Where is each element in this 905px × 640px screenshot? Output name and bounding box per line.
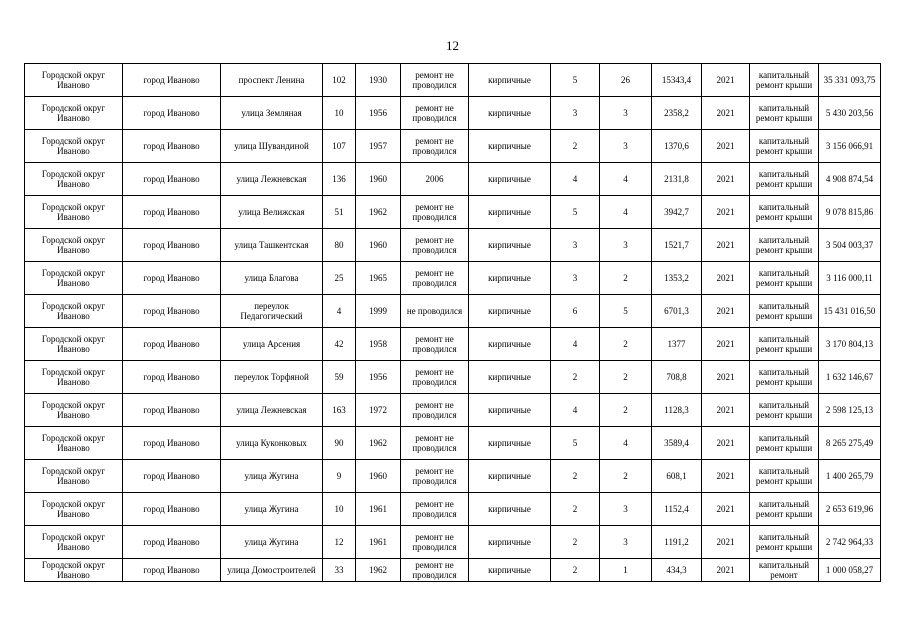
table-row [25, 526, 881, 559]
cell-street: улица Лежневская [221, 394, 323, 427]
cell-street: переулок Педагогический [221, 295, 323, 328]
cell-house: 12 [323, 526, 356, 559]
cell-area: 3942,7 [652, 196, 702, 229]
cell-city: город Иваново [123, 130, 221, 163]
cell-work: капитальный ремонт крыши [750, 64, 819, 97]
cell-district: Городской округ Иваново [25, 130, 123, 163]
cell-floors: 3 [551, 97, 600, 130]
cell-cost: 2 742 964,33 [819, 526, 881, 559]
cell-floors: 2 [551, 559, 600, 582]
cell-last-repair: ремонт не проводился [401, 328, 469, 361]
cell-material: кирпичные [469, 394, 551, 427]
cell-work: капитальный ремонт крыши [750, 130, 819, 163]
cell-floors: 4 [551, 328, 600, 361]
cell-entrances: 2 [600, 328, 652, 361]
cell-material: кирпичные [469, 559, 551, 582]
cell-entrances: 3 [600, 526, 652, 559]
cell-city: город Иваново [123, 526, 221, 559]
cell-entrances: 3 [600, 493, 652, 526]
cell-year-built: 1960 [356, 229, 401, 262]
cell-work: капитальный ремонт крыши [750, 427, 819, 460]
table-row [25, 130, 881, 163]
cell-plan-year: 2021 [702, 526, 750, 559]
cell-last-repair: ремонт не проводился [401, 196, 469, 229]
cell-year-built: 1961 [356, 526, 401, 559]
cell-district: Городской округ Иваново [25, 295, 123, 328]
cell-house: 136 [323, 163, 356, 196]
cell-last-repair: ремонт не проводился [401, 262, 469, 295]
cell-city: город Иваново [123, 328, 221, 361]
cell-house: 4 [323, 295, 356, 328]
cell-district: Городской округ Иваново [25, 559, 123, 582]
cell-street: улица Домостроителей [221, 559, 323, 582]
cell-district: Городской округ Иваново [25, 64, 123, 97]
cell-year-built: 1958 [356, 328, 401, 361]
cell-plan-year: 2021 [702, 130, 750, 163]
cell-work: капитальный ремонт крыши [750, 460, 819, 493]
cell-house: 51 [323, 196, 356, 229]
cell-year-built: 1957 [356, 130, 401, 163]
cell-plan-year: 2021 [702, 394, 750, 427]
cell-plan-year: 2021 [702, 97, 750, 130]
cell-city: город Иваново [123, 196, 221, 229]
cell-floors: 2 [551, 460, 600, 493]
cell-last-repair: ремонт не проводился [401, 229, 469, 262]
cell-entrances: 1 [600, 559, 652, 582]
cell-material: кирпичные [469, 130, 551, 163]
cell-cost: 2 653 619,96 [819, 493, 881, 526]
cell-district: Городской округ Иваново [25, 493, 123, 526]
cell-work: капитальный ремонт крыши [750, 526, 819, 559]
cell-cost: 3 116 000,11 [819, 262, 881, 295]
cell-house: 9 [323, 460, 356, 493]
cell-year-built: 1960 [356, 163, 401, 196]
cell-work: капитальный ремонт крыши [750, 493, 819, 526]
cell-year-built: 1960 [356, 460, 401, 493]
cell-cost: 1 400 265,79 [819, 460, 881, 493]
cell-street: улица Ташкентская [221, 229, 323, 262]
table-row [25, 361, 881, 394]
cell-area: 708,8 [652, 361, 702, 394]
cell-area: 2358,2 [652, 97, 702, 130]
cell-work: капитальный ремонт крыши [750, 163, 819, 196]
cell-house: 42 [323, 328, 356, 361]
cell-floors: 2 [551, 493, 600, 526]
cell-area: 1191,2 [652, 526, 702, 559]
cell-floors: 2 [551, 526, 600, 559]
cell-street: улица Жугина [221, 460, 323, 493]
cell-cost: 4 908 874,54 [819, 163, 881, 196]
cell-plan-year: 2021 [702, 493, 750, 526]
cell-work: капитальный ремонт крыши [750, 328, 819, 361]
cell-plan-year: 2021 [702, 460, 750, 493]
cell-district: Городской округ Иваново [25, 196, 123, 229]
table-row [25, 64, 881, 97]
cell-house: 33 [323, 559, 356, 582]
table-row [25, 262, 881, 295]
cell-house: 163 [323, 394, 356, 427]
table-row [25, 427, 881, 460]
cell-last-repair: ремонт не проводился [401, 526, 469, 559]
cell-work: капитальный ремонт крыши [750, 262, 819, 295]
cell-cost: 3 504 003,37 [819, 229, 881, 262]
cell-last-repair: ремонт не проводился [401, 64, 469, 97]
cell-city: город Иваново [123, 64, 221, 97]
cell-house: 10 [323, 97, 356, 130]
cell-floors: 3 [551, 229, 600, 262]
table-row [25, 460, 881, 493]
cell-district: Городской округ Иваново [25, 361, 123, 394]
cell-year-built: 1962 [356, 427, 401, 460]
table-row [25, 394, 881, 427]
cell-material: кирпичные [469, 427, 551, 460]
cell-work: капитальный ремонт крыши [750, 229, 819, 262]
cell-city: город Иваново [123, 460, 221, 493]
cell-plan-year: 2021 [702, 295, 750, 328]
cell-house: 80 [323, 229, 356, 262]
cell-material: кирпичные [469, 460, 551, 493]
cell-material: кирпичные [469, 97, 551, 130]
cell-city: город Иваново [123, 361, 221, 394]
cell-cost: 9 078 815,86 [819, 196, 881, 229]
cell-plan-year: 2021 [702, 229, 750, 262]
table-row [25, 163, 881, 196]
cell-entrances: 2 [600, 394, 652, 427]
cell-street: улица Жугина [221, 526, 323, 559]
cell-floors: 5 [551, 427, 600, 460]
cell-area: 1128,3 [652, 394, 702, 427]
cell-material: кирпичные [469, 229, 551, 262]
cell-material: кирпичные [469, 295, 551, 328]
cell-cost: 35 331 093,75 [819, 64, 881, 97]
cell-cost: 5 430 203,56 [819, 97, 881, 130]
cell-entrances: 26 [600, 64, 652, 97]
cell-area: 15343,4 [652, 64, 702, 97]
table-row [25, 328, 881, 361]
cell-city: город Иваново [123, 163, 221, 196]
cell-floors: 5 [551, 196, 600, 229]
cell-plan-year: 2021 [702, 262, 750, 295]
cell-district: Городской округ Иваново [25, 394, 123, 427]
cell-city: город Иваново [123, 229, 221, 262]
cell-city: город Иваново [123, 493, 221, 526]
cell-floors: 2 [551, 130, 600, 163]
cell-material: кирпичные [469, 526, 551, 559]
cell-last-repair: ремонт не проводился [401, 460, 469, 493]
cell-work: капитальный ремонт крыши [750, 196, 819, 229]
cell-year-built: 1930 [356, 64, 401, 97]
cell-year-built: 1956 [356, 361, 401, 394]
cell-last-repair: ремонт не проводился [401, 394, 469, 427]
cell-city: город Иваново [123, 394, 221, 427]
cell-district: Городской округ Иваново [25, 97, 123, 130]
cell-district: Городской округ Иваново [25, 328, 123, 361]
cell-floors: 2 [551, 361, 600, 394]
cell-cost: 2 598 125,13 [819, 394, 881, 427]
table-row [25, 196, 881, 229]
table-row [25, 295, 881, 328]
cell-city: город Иваново [123, 295, 221, 328]
cell-floors: 6 [551, 295, 600, 328]
cell-city: город Иваново [123, 97, 221, 130]
cell-work: капитальный ремонт крыши [750, 361, 819, 394]
cell-year-built: 1972 [356, 394, 401, 427]
cell-area: 1152,4 [652, 493, 702, 526]
cell-plan-year: 2021 [702, 64, 750, 97]
cell-year-built: 1962 [356, 559, 401, 582]
cell-street: улица Земляная [221, 97, 323, 130]
cell-last-repair: 2006 [401, 163, 469, 196]
cell-plan-year: 2021 [702, 163, 750, 196]
cell-district: Городской округ Иваново [25, 460, 123, 493]
cell-house: 107 [323, 130, 356, 163]
cell-street: улица Велижская [221, 196, 323, 229]
cell-city: город Иваново [123, 262, 221, 295]
cell-entrances: 5 [600, 295, 652, 328]
cell-plan-year: 2021 [702, 559, 750, 582]
cell-plan-year: 2021 [702, 196, 750, 229]
cell-entrances: 3 [600, 229, 652, 262]
cell-floors: 5 [551, 64, 600, 97]
cell-year-built: 1956 [356, 97, 401, 130]
housing-repair-table [24, 63, 881, 582]
cell-material: кирпичные [469, 64, 551, 97]
cell-district: Городской округ Иваново [25, 262, 123, 295]
cell-entrances: 3 [600, 130, 652, 163]
cell-material: кирпичные [469, 196, 551, 229]
cell-last-repair: ремонт не проводился [401, 427, 469, 460]
cell-area: 1370,6 [652, 130, 702, 163]
cell-entrances: 2 [600, 460, 652, 493]
cell-cost: 8 265 275,49 [819, 427, 881, 460]
cell-entrances: 4 [600, 163, 652, 196]
cell-last-repair: ремонт не проводился [401, 493, 469, 526]
cell-street: переулок Торфяной [221, 361, 323, 394]
cell-street: улица Благова [221, 262, 323, 295]
cell-material: кирпичные [469, 361, 551, 394]
cell-work: капитальный ремонт крыши [750, 394, 819, 427]
cell-area: 3589,4 [652, 427, 702, 460]
cell-area: 608,1 [652, 460, 702, 493]
cell-area: 2131,8 [652, 163, 702, 196]
table-row [25, 229, 881, 262]
table-row [25, 97, 881, 130]
cell-year-built: 1999 [356, 295, 401, 328]
cell-street: улица Жугина [221, 493, 323, 526]
cell-cost: 1 632 146,67 [819, 361, 881, 394]
cell-last-repair: ремонт не проводился [401, 361, 469, 394]
cell-area: 434,3 [652, 559, 702, 582]
page-number: 12 [446, 38, 459, 53]
table-row [25, 493, 881, 526]
cell-street: улица Лежневская [221, 163, 323, 196]
cell-house: 25 [323, 262, 356, 295]
cell-area: 1353,2 [652, 262, 702, 295]
cell-plan-year: 2021 [702, 361, 750, 394]
cell-last-repair: ремонт не проводился [401, 559, 469, 582]
cell-entrances: 2 [600, 361, 652, 394]
cell-floors: 4 [551, 163, 600, 196]
table-row [25, 559, 881, 582]
cell-district: Городской округ Иваново [25, 526, 123, 559]
cell-plan-year: 2021 [702, 427, 750, 460]
cell-year-built: 1965 [356, 262, 401, 295]
cell-street: улица Шувандиной [221, 130, 323, 163]
cell-district: Городской округ Иваново [25, 427, 123, 460]
cell-year-built: 1962 [356, 196, 401, 229]
cell-house: 102 [323, 64, 356, 97]
cell-street: проспект Ленина [221, 64, 323, 97]
cell-last-repair: не проводился [401, 295, 469, 328]
cell-district: Городской округ Иваново [25, 229, 123, 262]
cell-material: кирпичные [469, 493, 551, 526]
cell-last-repair: ремонт не проводился [401, 97, 469, 130]
cell-work: капитальный ремонт [750, 559, 819, 582]
cell-entrances: 3 [600, 97, 652, 130]
cell-street: улица Куконковых [221, 427, 323, 460]
cell-house: 59 [323, 361, 356, 394]
cell-street: улица Арсения [221, 328, 323, 361]
cell-area: 1521,7 [652, 229, 702, 262]
cell-house: 90 [323, 427, 356, 460]
cell-floors: 3 [551, 262, 600, 295]
cell-work: капитальный ремонт крыши [750, 295, 819, 328]
cell-floors: 4 [551, 394, 600, 427]
cell-city: город Иваново [123, 559, 221, 582]
cell-material: кирпичные [469, 262, 551, 295]
cell-plan-year: 2021 [702, 328, 750, 361]
cell-district: Городской округ Иваново [25, 163, 123, 196]
cell-city: город Иваново [123, 427, 221, 460]
cell-material: кирпичные [469, 163, 551, 196]
cell-last-repair: ремонт не проводился [401, 130, 469, 163]
cell-house: 10 [323, 493, 356, 526]
cell-entrances: 4 [600, 196, 652, 229]
cell-work: капитальный ремонт крыши [750, 97, 819, 130]
cell-cost: 15 431 016,50 [819, 295, 881, 328]
cell-year-built: 1961 [356, 493, 401, 526]
cell-cost: 3 170 804,13 [819, 328, 881, 361]
cell-area: 1377 [652, 328, 702, 361]
cell-entrances: 2 [600, 262, 652, 295]
cell-cost: 1 000 058,27 [819, 559, 881, 582]
cell-material: кирпичные [469, 328, 551, 361]
cell-area: 6701,3 [652, 295, 702, 328]
cell-cost: 3 156 066,91 [819, 130, 881, 163]
table-body [25, 64, 881, 582]
cell-entrances: 4 [600, 427, 652, 460]
